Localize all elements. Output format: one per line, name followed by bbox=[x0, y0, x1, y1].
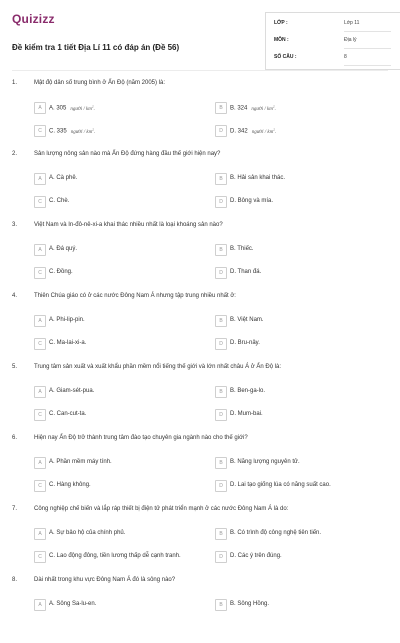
option-text: A. Giam-sét-pua. bbox=[49, 388, 95, 394]
info-label: LỚP : bbox=[274, 20, 288, 26]
option-text-wrap bbox=[230, 269, 261, 275]
unit-text: người / km bbox=[70, 129, 93, 135]
page-title: Đề kiểm tra 1 tiết Địa Lí 11 có đáp án (Đề 56) bbox=[12, 43, 180, 52]
option-checkbox[interactable]: C bbox=[34, 480, 46, 492]
option-checkbox[interactable]: C bbox=[34, 196, 46, 208]
option-checkbox[interactable]: D bbox=[215, 196, 227, 208]
option-text-wrap bbox=[49, 104, 95, 112]
option-text: A. Phần mềm máy tính. bbox=[49, 459, 112, 465]
option-text-wrap bbox=[230, 340, 260, 346]
option-text: B. 324 bbox=[230, 105, 248, 112]
option-checkbox[interactable]: A bbox=[34, 315, 46, 327]
option-checkbox[interactable]: B bbox=[215, 315, 227, 327]
unit-period: . bbox=[274, 106, 276, 112]
option-checkbox[interactable]: A bbox=[34, 102, 46, 114]
option-text: C. Chè. bbox=[49, 198, 70, 204]
question-text: Việt Nam và In-đô-nê-xi-a khai thác nhiều nhất là loại khoáng sản nào? bbox=[34, 222, 223, 228]
option-text-wrap bbox=[49, 317, 85, 323]
class-field[interactable]: Lớp 11 bbox=[344, 16, 391, 32]
option-text: D. Bông và mía. bbox=[230, 198, 274, 204]
option-text: A. Sông Sa-lu-en. bbox=[49, 601, 97, 607]
option-text-wrap bbox=[230, 459, 300, 465]
unit-exponent: 2 bbox=[272, 104, 275, 108]
option-checkbox[interactable]: C bbox=[34, 409, 46, 421]
option-text: B. Có trình độ công nghệ tiên tiến. bbox=[230, 530, 322, 536]
option-checkbox[interactable]: A bbox=[34, 173, 46, 185]
option-text-wrap bbox=[49, 459, 112, 465]
option-a[interactable] bbox=[34, 528, 184, 540]
question-number: 4. bbox=[12, 293, 18, 299]
option-d[interactable] bbox=[215, 409, 365, 421]
header bbox=[12, 12, 388, 71]
option-b[interactable] bbox=[215, 599, 365, 611]
option-text: B. Sông Hồng. bbox=[230, 601, 270, 607]
option-checkbox[interactable]: B bbox=[215, 173, 227, 185]
option-text: C. Đồng. bbox=[49, 269, 73, 275]
unit-text: người / km bbox=[251, 129, 274, 135]
question-text: Hiện nay Ấn Độ trở thành trung tâm đào tạo chuyên gia ngành nào cho thế giới? bbox=[34, 435, 248, 441]
option-checkbox[interactable]: B bbox=[215, 457, 227, 469]
option-text-wrap bbox=[49, 340, 86, 346]
option-unit bbox=[70, 127, 96, 135]
option-a[interactable] bbox=[34, 386, 184, 398]
option-text-wrap bbox=[230, 104, 276, 112]
unit-text: người / km bbox=[70, 106, 92, 112]
question-number: 6. bbox=[12, 435, 18, 441]
option-checkbox[interactable]: B bbox=[215, 528, 227, 540]
option-b[interactable] bbox=[215, 244, 365, 256]
option-text: D. Lai tạo giống lúa có năng suất cao. bbox=[230, 482, 331, 488]
question-4 bbox=[12, 293, 388, 359]
unit-exponent: 2 bbox=[92, 127, 94, 131]
question-number: 5. bbox=[12, 364, 18, 370]
option-text-wrap bbox=[49, 246, 77, 252]
option-text: A. 305 bbox=[49, 105, 67, 112]
question-text: Dài nhất trong khu vực Đông Nam Á đó là sông nào? bbox=[34, 577, 176, 583]
option-checkbox[interactable]: D bbox=[215, 480, 227, 492]
option-c[interactable] bbox=[34, 551, 184, 563]
option-checkbox[interactable]: C bbox=[34, 338, 46, 350]
option-text-wrap bbox=[49, 175, 77, 181]
option-text-wrap bbox=[230, 553, 282, 559]
option-text-wrap bbox=[230, 127, 276, 135]
option-text: D. 342 bbox=[230, 128, 248, 135]
option-text-wrap bbox=[230, 198, 273, 204]
option-a[interactable] bbox=[34, 599, 184, 611]
option-text: C. Lao động đông, tiền lương thấp dễ cạnh tranh. bbox=[49, 553, 181, 559]
option-text: B. Năng lượng nguyên tử. bbox=[230, 459, 300, 465]
option-b[interactable] bbox=[215, 457, 365, 469]
option-text-wrap bbox=[230, 482, 331, 488]
quizizz-logo: Quizizz bbox=[12, 12, 55, 26]
option-text: D. Bru-nây. bbox=[230, 340, 260, 346]
option-unit bbox=[70, 104, 95, 112]
question-number: 7. bbox=[12, 506, 18, 512]
option-text: A. Đá quý. bbox=[49, 246, 78, 252]
option-a[interactable] bbox=[34, 102, 184, 114]
option-text: C. Ma-lai-xi-a. bbox=[49, 340, 87, 346]
option-text-wrap bbox=[49, 482, 91, 488]
option-text-wrap bbox=[49, 127, 95, 135]
option-text: C. 335 bbox=[49, 128, 67, 135]
option-text: D. Than đá. bbox=[230, 269, 262, 275]
option-c[interactable] bbox=[34, 338, 184, 350]
question-text: Công nghiệp chế biến và lắp ráp thiết bị điện tử phát triển mạnh ở các nước Đông Nam Á là do: bbox=[34, 506, 289, 512]
option-text: D. Các ý trên đúng. bbox=[230, 553, 282, 559]
option-text-wrap bbox=[49, 269, 73, 275]
subject-field[interactable]: Địa lý bbox=[344, 33, 391, 49]
option-c[interactable] bbox=[34, 196, 184, 208]
question-3 bbox=[12, 222, 388, 288]
option-text: C. Can-cut-ta. bbox=[49, 411, 87, 417]
option-b[interactable] bbox=[215, 386, 365, 398]
unit-text: người / km bbox=[251, 106, 273, 112]
option-checkbox[interactable]: D bbox=[215, 338, 227, 350]
option-text-wrap bbox=[49, 388, 94, 394]
option-text-wrap bbox=[49, 411, 86, 417]
option-d[interactable] bbox=[215, 267, 365, 279]
option-checkbox[interactable]: B bbox=[215, 599, 227, 611]
option-text: D. Mum-bai. bbox=[230, 411, 263, 417]
option-text-wrap bbox=[49, 553, 181, 559]
option-a[interactable] bbox=[34, 173, 184, 185]
option-b[interactable] bbox=[215, 173, 365, 185]
question-2 bbox=[12, 151, 388, 217]
info-box bbox=[265, 12, 400, 70]
info-row-count bbox=[274, 50, 395, 64]
option-text: A. Sự bảo hộ của chính phủ. bbox=[49, 530, 126, 536]
option-unit bbox=[251, 104, 276, 112]
option-b[interactable] bbox=[215, 528, 365, 540]
option-checkbox[interactable]: C bbox=[34, 267, 46, 279]
info-row-class bbox=[274, 16, 395, 30]
option-d[interactable] bbox=[215, 551, 365, 563]
option-text-wrap bbox=[230, 246, 254, 252]
option-text-wrap bbox=[230, 175, 285, 181]
option-checkbox[interactable]: C bbox=[34, 551, 46, 563]
option-c[interactable] bbox=[34, 480, 184, 492]
question-5 bbox=[12, 364, 388, 430]
option-checkbox[interactable]: D bbox=[215, 125, 227, 137]
info-row-subject bbox=[274, 33, 395, 47]
option-checkbox[interactable]: A bbox=[34, 599, 46, 611]
option-checkbox[interactable]: D bbox=[215, 551, 227, 563]
option-a[interactable] bbox=[34, 244, 184, 256]
option-a[interactable] bbox=[34, 315, 184, 327]
unit-exponent: 2 bbox=[273, 127, 275, 131]
option-text-wrap bbox=[230, 317, 264, 323]
option-d[interactable] bbox=[215, 196, 365, 208]
option-checkbox[interactable]: D bbox=[215, 267, 227, 279]
option-checkbox[interactable]: A bbox=[34, 528, 46, 540]
option-text-wrap bbox=[49, 198, 69, 204]
option-checkbox[interactable]: A bbox=[34, 244, 46, 256]
question-number: 2. bbox=[12, 151, 18, 157]
option-text-wrap bbox=[230, 601, 269, 607]
question-number: 1. bbox=[12, 80, 18, 86]
option-text: A. Cà phê. bbox=[49, 175, 78, 181]
option-text: B. Hải sản khai thác. bbox=[230, 175, 286, 181]
option-checkbox[interactable]: B bbox=[215, 386, 227, 398]
option-a[interactable] bbox=[34, 457, 184, 469]
option-checkbox[interactable]: A bbox=[34, 386, 46, 398]
option-d[interactable] bbox=[215, 125, 365, 137]
option-checkbox[interactable]: D bbox=[215, 409, 227, 421]
question-number: 8. bbox=[12, 577, 18, 583]
question-text: Sản lượng nông sản nào mà Ấn Độ đứng hàng đầu thế giới hiện nay? bbox=[34, 151, 221, 157]
info-label: SỐ CÂU : bbox=[274, 54, 297, 60]
option-d[interactable] bbox=[215, 480, 365, 492]
option-c[interactable] bbox=[34, 409, 184, 421]
option-text: C. Hàng không. bbox=[49, 482, 91, 488]
option-text-wrap bbox=[49, 530, 125, 536]
info-label: MÔN : bbox=[274, 37, 289, 43]
unit-exponent: 2 bbox=[91, 104, 94, 108]
option-unit bbox=[251, 127, 277, 135]
question-1 bbox=[12, 80, 388, 146]
unit-period: . bbox=[274, 129, 277, 135]
question-count-field[interactable]: 8 bbox=[344, 50, 391, 66]
option-text: B. Ben-ga-lo. bbox=[230, 388, 266, 394]
question-8 bbox=[12, 577, 388, 643]
question-text: Trung tâm sản xuất và xuất khẩu phần mềm nổi tiếng thế giới và lớn nhất châu Á ở Ấn Độ là: bbox=[34, 364, 282, 370]
option-checkbox[interactable]: C bbox=[34, 125, 46, 137]
unit-period: . bbox=[93, 106, 95, 112]
option-text-wrap bbox=[230, 530, 321, 536]
option-text: B. Việt Nam. bbox=[230, 317, 264, 323]
question-number: 3. bbox=[12, 222, 18, 228]
option-d[interactable] bbox=[215, 338, 365, 350]
option-checkbox[interactable]: A bbox=[34, 457, 46, 469]
option-b[interactable] bbox=[215, 315, 365, 327]
option-c[interactable] bbox=[34, 125, 184, 137]
option-text: A. Phi-lip-pin. bbox=[49, 317, 85, 323]
option-checkbox[interactable]: B bbox=[215, 244, 227, 256]
option-checkbox[interactable]: B bbox=[215, 102, 227, 114]
question-text: Thiên Chúa giáo có ở các nước Đông Nam Á nhưng tập trung nhiều nhất ở: bbox=[34, 293, 236, 299]
option-text: B. Thiếc. bbox=[230, 246, 254, 252]
option-text-wrap bbox=[230, 388, 265, 394]
option-text-wrap bbox=[49, 601, 96, 607]
option-b[interactable] bbox=[215, 102, 365, 114]
question-7 bbox=[12, 506, 388, 572]
unit-period: . bbox=[93, 129, 96, 135]
question-text: Mật độ dân số trung bình ở Ấn Độ (năm 2005) là: bbox=[34, 80, 166, 86]
option-c[interactable] bbox=[34, 267, 184, 279]
option-text-wrap bbox=[230, 411, 263, 417]
question-6 bbox=[12, 435, 388, 501]
